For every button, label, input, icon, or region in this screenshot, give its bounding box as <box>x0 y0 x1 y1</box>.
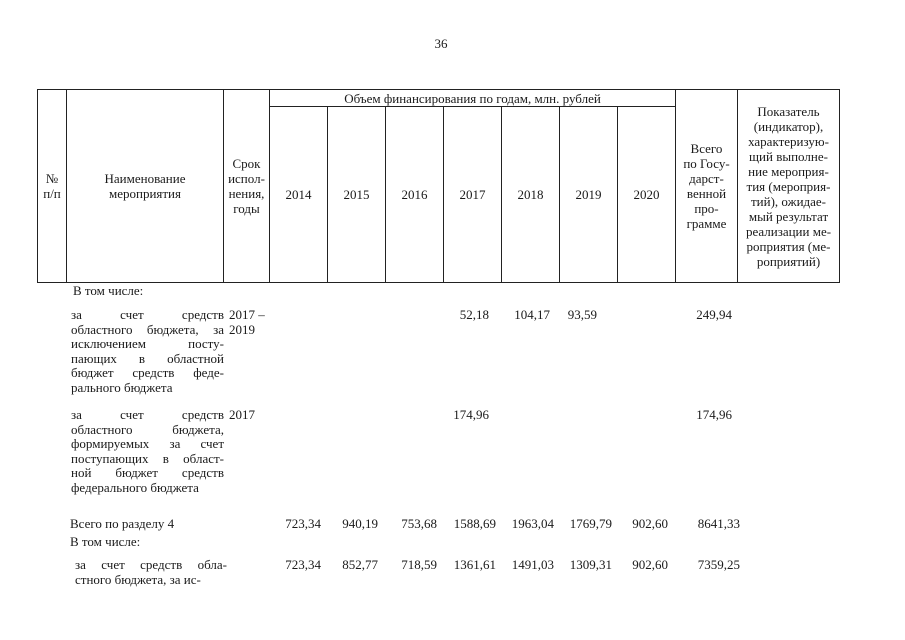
cell-2017: 52,18 <box>459 307 489 322</box>
row-name: за счет средств областного бюджета, за исключением посту- пающих в областной бюджет средств федe- рального бюджета <box>71 307 224 395</box>
row-name: за счет средств областного бюджета, формируемых за счет поступающих в област- ной бюджет средств федерального бюджета <box>71 407 224 495</box>
cell-2016: 718,59 <box>401 557 437 572</box>
cell-total: 7359,25 <box>697 557 740 572</box>
header-year: 2018 <box>502 107 560 283</box>
cell-2014: 723,34 <box>285 557 321 572</box>
header-year: 2016 <box>386 107 444 283</box>
cell-2017: 1588,69 <box>453 516 496 531</box>
cell-2015: 852,77 <box>342 557 378 572</box>
header-name: Наименование мероприятия <box>67 90 224 283</box>
row-name: за счет средств обла- стного бюджета, за ис- <box>75 557 227 587</box>
header-year: 2019 <box>560 107 618 283</box>
header-total: Всего по Госу- дарст- венной про- грамме <box>676 90 738 283</box>
cell-2018: 104,17 <box>514 307 550 322</box>
cell-2016: 753,68 <box>401 516 437 531</box>
cell-2020: 902,60 <box>632 557 668 572</box>
cell-2014: 723,34 <box>285 516 321 531</box>
header-term: Срок испол- нения, годы <box>224 90 270 283</box>
page-number: 36 <box>434 36 448 51</box>
cell-2019: 1769,79 <box>569 516 612 531</box>
header-year: 2015 <box>328 107 386 283</box>
header-year: 2014 <box>270 107 328 283</box>
cell-2018: 1491,03 <box>511 557 554 572</box>
cell-2017: 174,96 <box>453 407 489 422</box>
cell-total: 174,96 <box>696 407 732 422</box>
cell-2019: 93,59 <box>567 307 597 322</box>
header-year: 2017 <box>444 107 502 283</box>
row-term: 2017 <box>229 407 255 422</box>
cell-2018: 1963,04 <box>511 516 554 531</box>
cell-2017: 1361,61 <box>453 557 496 572</box>
header-financing-title: Объем финансирования по годам, млн. рублей <box>270 90 676 107</box>
header-num: № п/п <box>38 90 67 283</box>
cell-2019: 1309,31 <box>569 557 612 572</box>
row-name: Всего по разделу 4 <box>70 516 175 531</box>
table-header <box>37 89 840 283</box>
cell-total: 249,94 <box>696 307 732 322</box>
cell-2015: 940,19 <box>342 516 378 531</box>
cell-total: 8641,33 <box>697 516 740 531</box>
header-year: 2020 <box>618 107 676 283</box>
row-term: 2017 – 2019 <box>229 307 265 337</box>
header-indicator: Показатель (индикатор), характеризую- щий выполне- ние мероприя- тия (мероприя- тий), ожидае- мый результат реализации ме- роприятия (ме- роприятий) <box>738 90 840 283</box>
cell-2020: 902,60 <box>632 516 668 531</box>
